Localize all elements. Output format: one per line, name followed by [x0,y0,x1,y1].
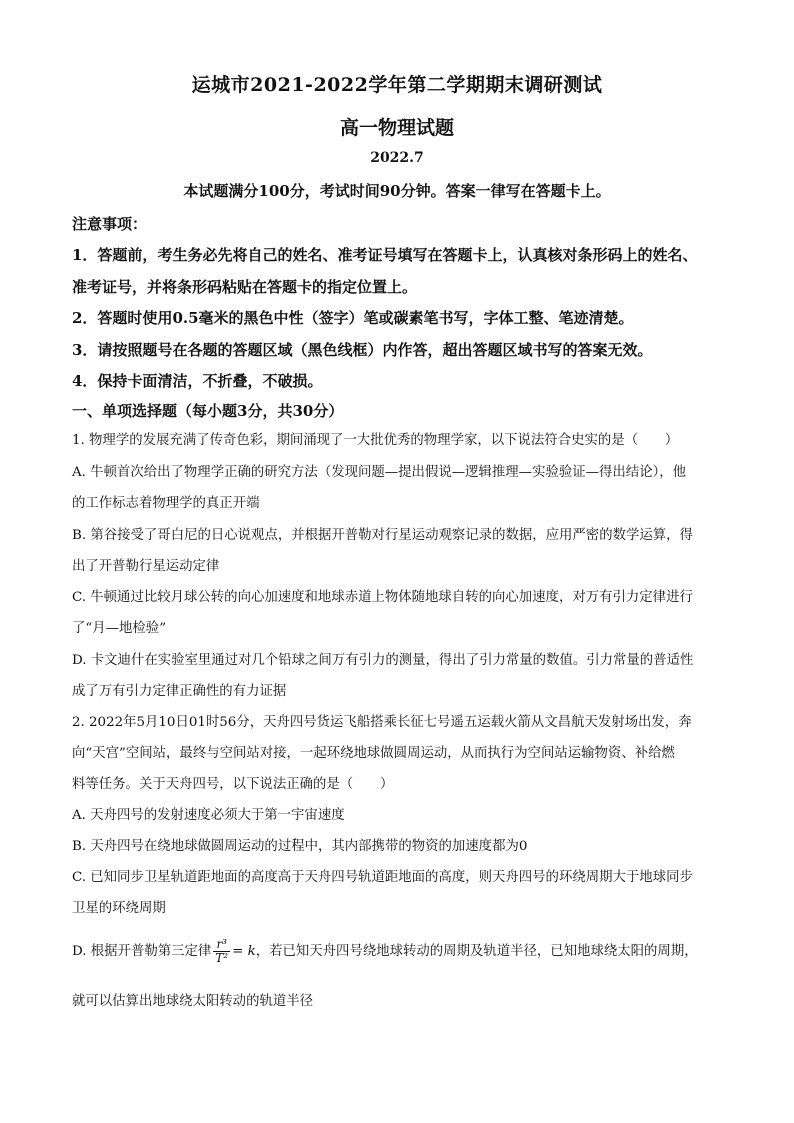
q1-option-a: A. 牛顿首次给出了物理学正确的研究方法（发现问题—提出假说—逻辑推理—实验验证—得出结论），他 [72,465,687,480]
q1-option-a-cont: 的工作标志着物理学的真正开端 [72,496,260,511]
q2-option-d-suffix: ，若已知天舟四号绕地球转动的周期及轨道半径，已知地球绕太阳的周期， [255,944,698,959]
notice-heading: 注意事项： [72,215,148,233]
exam-title: 运城市2021-2022学年第二学期期末调研测试 [191,74,603,96]
notice-item-4: 4．保持卡面清洁，不折叠，不破损。 [72,372,323,390]
q1-option-b: B. 第谷接受了哥白尼的日心说观点，并根据开普勒对行星运动观察记录的数据，应用严密的数学运算，得 [72,528,693,543]
q2-option-b: B. 天舟四号在绕地球做圆周运动的过程中，其内部携带的物资的加速度都为0 [72,839,528,854]
q2-option-d-prefix: D. 根据开普勒第三定律 [72,944,212,959]
exam-subtitle: 高一物理试题 [339,117,454,139]
q2-option-d-cont: 就可以估算出地球绕太阳转动的轨道半径 [72,994,314,1009]
kepler-formula [213,938,230,965]
notice-item-1: 1．答题前，考生务必先将自己的姓名、准考证号填写在答题卡上，认真核对条形码上的姓名、 [72,246,698,264]
q1-option-d-cont: 成了万有引力定律正确性的有力证据 [72,684,287,699]
q1-option-b-cont: 出了开普勒行星运动定律 [72,559,220,574]
formula-denominator: T² [215,951,229,965]
notice-item-3: 3．请按照题号在各题的答题区域（黑色线框）内作答，超出答题区域书写的答案无效。 [72,341,653,359]
exam-date: 2022.7 [370,150,424,166]
q2-option-c: C. 已知同步卫星轨道距地面的高度高于天舟四号轨道距地面的高度，则天舟四号的环绕周期大于地球同步 [72,870,693,885]
formula-numerator: r³ [213,938,230,952]
q1-stem: 1. 物理学的发展充满了传奇色彩，期间涌现了一大批优秀的物理学家，以下说法符合史实的是（ ） [72,433,679,448]
q2-option-a: A. 天舟四号的发射速度必须大于第一宇宙速度 [72,808,345,823]
q1-option-c: C. 牛顿通过比较月球公转的向心加速度和地球赤道上物体随地球自转的向心加速度，对万有引力定律进行 [72,590,693,605]
q2-option-c-cont: 卫星的环绕周期 [72,901,166,916]
q2-stem: 2. 2022年5月10日01时56分，天舟四号货运飞船搭乘长征七号遥五运载火箭从文昌航天发射场出发，奔 [72,715,692,730]
notice-item-1-cont: 准考证号，并将条形码粘贴在答题卡的指定位置上。 [72,278,418,296]
q1-option-c-cont: 了“月—地检验” [72,621,167,636]
q2-option-d [72,938,732,965]
formula-equals-k: = k [232,944,256,959]
notice-item-2: 2．答题时使用0.5毫米的黑色中性（签字）笔或碳素笔书写，字体工整、笔迹清楚。 [72,309,634,327]
section-heading: 一、单项选择题（每小题3分，共30分） [72,402,344,420]
q2-stem-cont-1: 向“天宫”空间站，最终与空间站对接，一起环绕地球做圆周运动，从而执行为空间站运输物资、补给燃 [72,746,675,761]
q2-stem-cont-2: 料等任务。关于天舟四号，以下说法正确的是（ ） [72,777,394,792]
exam-note: 本试题满分100分，考试时间90分钟。答案一律写在答题卡上。 [183,182,611,200]
q1-option-d: D. 卡文迪什在实验室里通过对几个铅球之间万有引力的测量，得出了引力常量的数值。引力常量的普适性 [72,653,694,668]
